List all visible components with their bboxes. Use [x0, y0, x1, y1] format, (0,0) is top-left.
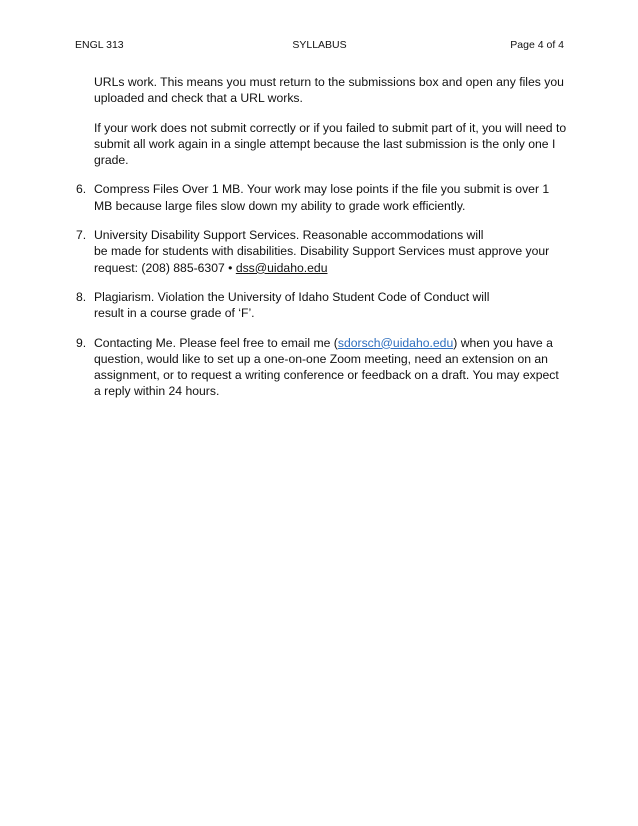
document-type: SYLLABUS — [292, 39, 347, 51]
continuation-paragraph-2: If your work does not submit correctly or if you failed to submit part of it, you will need to submit all work again in a single attempt because the last submission is the only one I grade. — [94, 120, 567, 168]
list-item-line — [94, 260, 568, 276]
list-item-contacting-me — [76, 335, 568, 400]
page-number: Page 4 of 4 — [510, 39, 564, 51]
list-number: 6. — [76, 182, 87, 197]
course-code: ENGL 313 — [75, 39, 124, 51]
list-item-plagiarism — [76, 289, 568, 322]
list-item-text: Compress Files Over 1 MB. Your work may lose points if the file you submit is over 1 MB because large files slow down my ability to grade work efficiently. — [94, 182, 550, 213]
phone-text: request: (208) 885-6307 • — [94, 260, 236, 275]
list-item-line: be made for students with disabilities. Disability Support Services must approve your — [94, 244, 550, 259]
list-item-disability-services — [76, 227, 568, 276]
page-header — [75, 39, 564, 53]
continuation-paragraph-1: URLs work. This means you must return to the submissions box and open any files you uploaded and check that a URL works. — [94, 75, 564, 106]
list-item-line: University Disability Support Services. Reasonable accommodations will — [94, 228, 484, 243]
list-item-line: result in a course grade of ‘F’. — [94, 306, 255, 321]
list-number: 8. — [76, 289, 87, 304]
list-item-line: Plagiarism. Violation the University of Idaho Student Code of Conduct will — [94, 289, 490, 304]
list-number: 7. — [76, 228, 87, 243]
dss-email-link[interactable]: dss@uidaho.edu — [235, 260, 328, 275]
instructor-email-link[interactable]: sdorsch@uidaho.edu — [337, 335, 454, 350]
contact-text-suffix: ) when you have a question, would like to set up a one-on-one Zoom meeting, need an extension on an assignment, or to request a writing conference or feedback on a draft. You may expect a reply within 24 hours. — [94, 335, 559, 399]
list-item-compress-files — [76, 181, 568, 214]
list-number: 9. — [76, 335, 87, 350]
contact-text-prefix: Contacting Me. Please feel free to email me ( — [94, 335, 338, 350]
document-body — [76, 74, 568, 413]
